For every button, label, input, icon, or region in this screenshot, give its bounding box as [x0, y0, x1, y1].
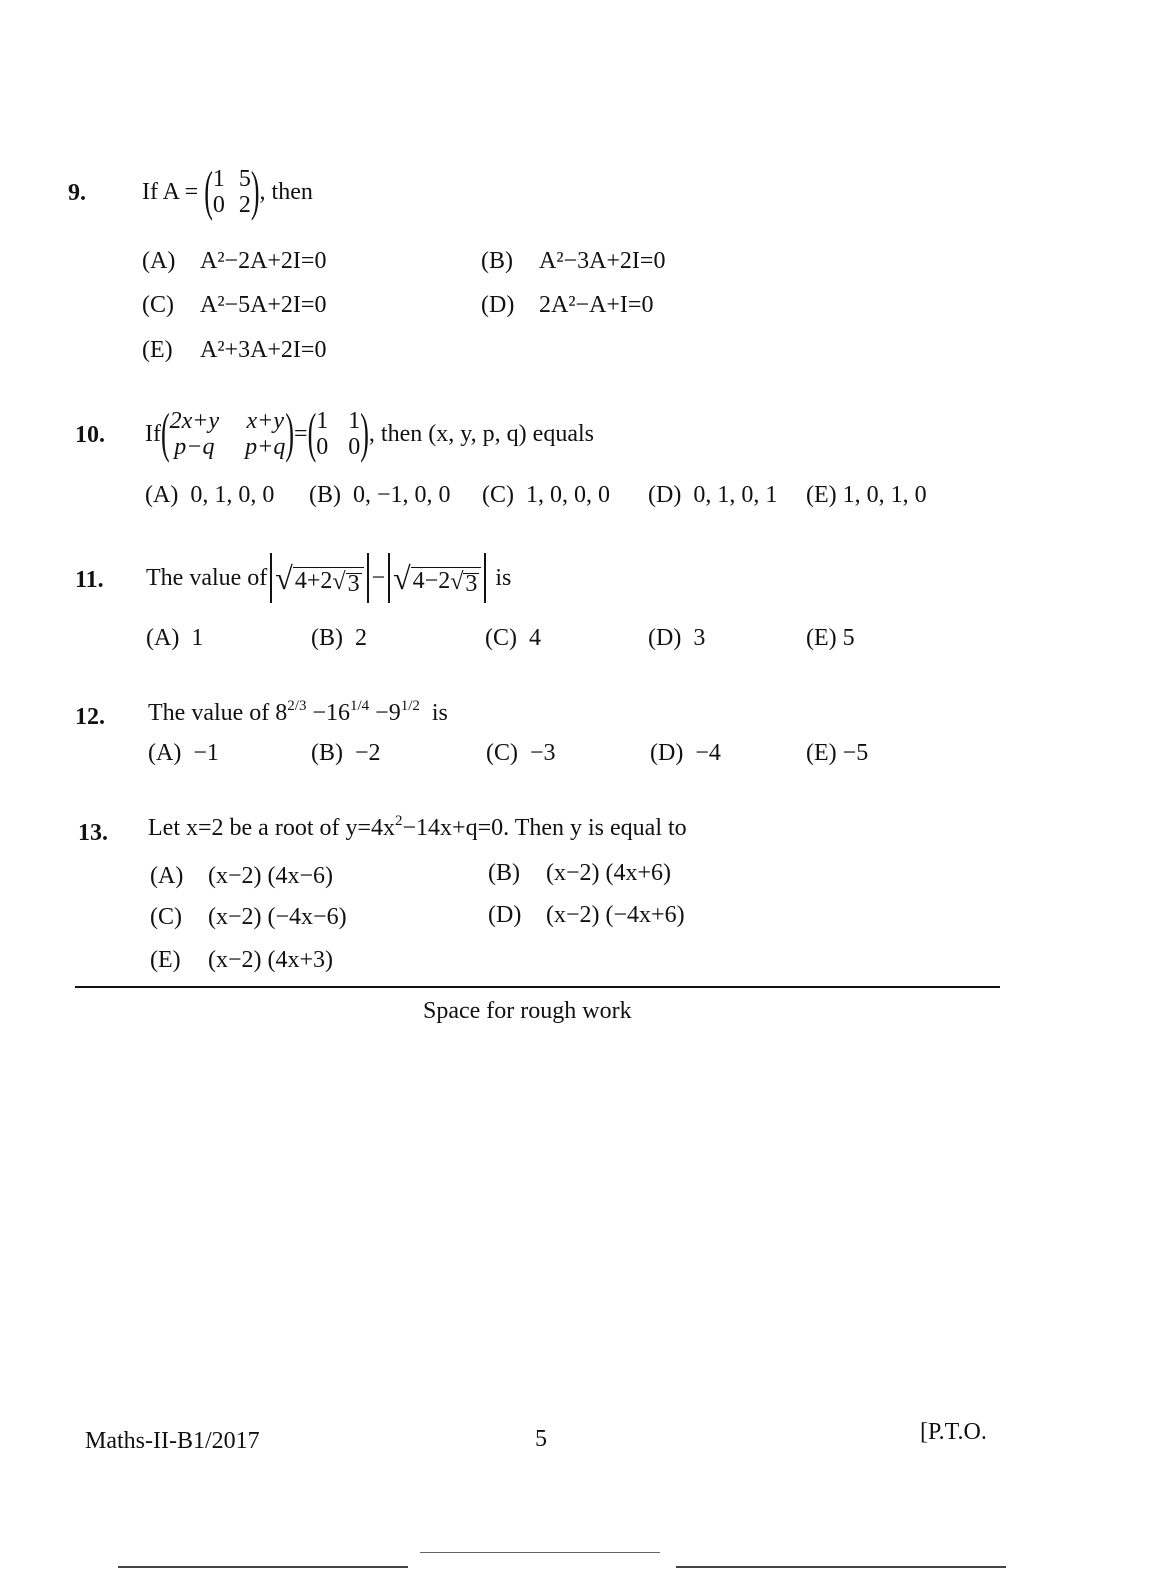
option-label: (E) [142, 337, 173, 363]
equals-sign: = [294, 420, 308, 447]
option-label: (E) [806, 482, 837, 508]
option-a[interactable] [146, 625, 203, 652]
option-text: 0, −1, 0, 0 [353, 482, 451, 508]
scan-line [676, 1566, 1006, 1568]
option-label: (C) [485, 625, 517, 651]
rough-work-label: Space for rough work [423, 998, 632, 1024]
question-stem [148, 815, 687, 842]
option-label: (A) [145, 482, 179, 508]
option-d[interactable] [488, 902, 685, 929]
option-text: A²+3A+2I=0 [200, 337, 327, 363]
option-label: (C) [150, 904, 182, 930]
stem-text: Let x=2 be a root of y=4x [148, 815, 396, 841]
option-label: (C) [482, 482, 514, 508]
sqrt-expression: √ 4+2 √ 3 [275, 562, 363, 594]
option-c[interactable] [482, 482, 610, 509]
option-text: 2 [355, 625, 367, 651]
option-label: (A) [146, 625, 180, 651]
option-text: 0, 1, 0, 0 [190, 482, 275, 508]
option-label: (E) [150, 947, 181, 973]
option-c[interactable] [485, 625, 541, 652]
matrix-cell: p+q [245, 434, 286, 460]
scan-line [118, 1566, 408, 1568]
option-text: (x−2) (−4x−6) [208, 904, 347, 930]
question-number: 9. [68, 180, 86, 206]
option-label: (D) [648, 482, 682, 508]
option-label: (D) [650, 740, 684, 766]
scan-line [420, 1552, 660, 1553]
exponent: 1/4 [350, 698, 370, 714]
option-label: (C) [486, 740, 518, 766]
option-d[interactable] [481, 292, 653, 319]
option-label: (B) [311, 740, 343, 766]
matrix-cell: 5 [238, 166, 251, 192]
option-a[interactable] [150, 863, 333, 890]
option-text: 1 [191, 625, 204, 651]
option-text: (x−2) (4x+6) [546, 860, 672, 886]
option-text: 1, 0, 0, 0 [526, 482, 610, 508]
radicand-text: 4+2 [294, 567, 333, 594]
abs-bar [484, 553, 486, 603]
option-text: 0, 1, 0, 1 [693, 482, 778, 508]
option-a[interactable] [148, 740, 219, 767]
option-e[interactable] [806, 482, 927, 509]
stem-suffix: , then [259, 178, 313, 205]
option-text: (x−2) (4x+3) [208, 947, 334, 973]
question-stem [145, 402, 594, 466]
matrix-cell: p−q [174, 434, 215, 460]
stem-prefix: The value of 8 [148, 700, 288, 726]
inner-radicand: 3 [347, 571, 360, 597]
abs-bar [367, 553, 369, 603]
stem-prefix: The value of [146, 564, 268, 591]
exponent: 1/2 [400, 698, 420, 714]
matrix-cell: 1 [316, 408, 329, 434]
page-number: 5 [535, 1426, 547, 1452]
matrix-a: ( 1 5 0 2 ) [204, 160, 260, 222]
option-text: −5 [842, 740, 869, 766]
option-text: −4 [695, 740, 721, 766]
option-c[interactable] [142, 292, 326, 319]
paper-code: Maths-II-B1/2017 [85, 1428, 260, 1454]
question-number: 12. [75, 704, 105, 730]
option-b[interactable] [488, 860, 671, 887]
rough-work-divider [75, 986, 1000, 988]
option-text: 5 [842, 625, 855, 651]
minus-sign: − [371, 564, 386, 591]
matrix-cell: 2 [238, 192, 251, 218]
inner-radicand: 3 [465, 571, 478, 597]
term: −9 [375, 700, 401, 726]
option-text: A²−5A+2I=0 [200, 292, 327, 318]
question-stem [142, 162, 313, 222]
option-d[interactable] [648, 482, 777, 509]
stem-suffix: , then (x, y, p, q) equals [368, 420, 594, 447]
option-label: (B) [481, 248, 513, 274]
option-text: (x−2) (−4x+6) [546, 902, 685, 928]
exponent: 2/3 [287, 698, 307, 714]
abs-bar [270, 553, 272, 603]
stem-suffix: is [495, 564, 512, 591]
option-label: (A) [150, 863, 184, 889]
question-stem [146, 550, 511, 606]
option-label: (D) [488, 902, 522, 928]
option-a[interactable] [142, 248, 326, 275]
stem-prefix: If A = [142, 178, 199, 205]
matrix-cell: 0 [316, 434, 329, 460]
matrix-cell: 2x+y [169, 408, 220, 434]
stem-prefix: If [145, 420, 161, 447]
option-label: (D) [481, 292, 515, 318]
option-label: (A) [142, 248, 176, 274]
question-stem [148, 700, 448, 727]
option-e[interactable] [806, 740, 868, 767]
option-b[interactable] [309, 482, 451, 509]
matrix-cell: x+y [246, 408, 284, 434]
option-e[interactable] [150, 947, 333, 974]
option-label: (D) [648, 625, 682, 651]
option-b[interactable] [311, 625, 367, 652]
abs-bar [388, 553, 390, 603]
matrix-cell: 0 [212, 192, 225, 218]
radicand-text: 4−2 [412, 567, 451, 594]
option-text: 1, 0, 1, 0 [842, 482, 927, 508]
option-c[interactable] [486, 740, 556, 767]
option-text: A²−2A+2I=0 [200, 248, 327, 274]
sqrt-expression: √ 4−2 √ 3 [393, 562, 481, 594]
matrix-cell: 0 [348, 434, 361, 460]
matrix-cell: 1 [348, 408, 361, 434]
option-b[interactable] [481, 248, 665, 275]
option-label: (B) [309, 482, 341, 508]
option-e[interactable] [142, 337, 326, 364]
question-number: 10. [75, 422, 105, 448]
option-label: (A) [148, 740, 182, 766]
pto-marker: [P.T.O. [920, 1419, 987, 1445]
option-text: (x−2) (4x−6) [208, 863, 334, 889]
question-number: 13. [78, 820, 108, 846]
option-label: (B) [488, 860, 520, 886]
question-number: 11. [75, 567, 104, 593]
option-text: A²−3A+2I=0 [539, 248, 666, 274]
option-d[interactable] [650, 740, 721, 767]
stem-suffix: is [431, 700, 448, 726]
option-text: 4 [529, 625, 541, 651]
option-b[interactable] [311, 740, 381, 767]
matrix-left: ( 2x+y x+y p−q p+q ) [160, 402, 295, 464]
term: −16 [312, 700, 350, 726]
option-label: (E) [806, 625, 837, 651]
option-e[interactable] [806, 625, 855, 652]
option-text: 3 [693, 625, 706, 651]
option-a[interactable] [145, 482, 274, 509]
option-text: 2A²−A+I=0 [539, 292, 654, 318]
option-text: −1 [193, 740, 219, 766]
option-text: −2 [355, 740, 381, 766]
option-label: (C) [142, 292, 174, 318]
option-d[interactable] [648, 625, 705, 652]
stem-text: −14x+q=0. Then y is equal to [402, 815, 687, 841]
exponent: 2 [395, 813, 403, 829]
option-text: −3 [530, 740, 556, 766]
option-label: (B) [311, 625, 343, 651]
option-c[interactable] [150, 904, 347, 931]
option-label: (E) [806, 740, 837, 766]
matrix-right: ( 1 1 0 0 ) [307, 402, 369, 464]
matrix-cell: 1 [212, 166, 225, 192]
